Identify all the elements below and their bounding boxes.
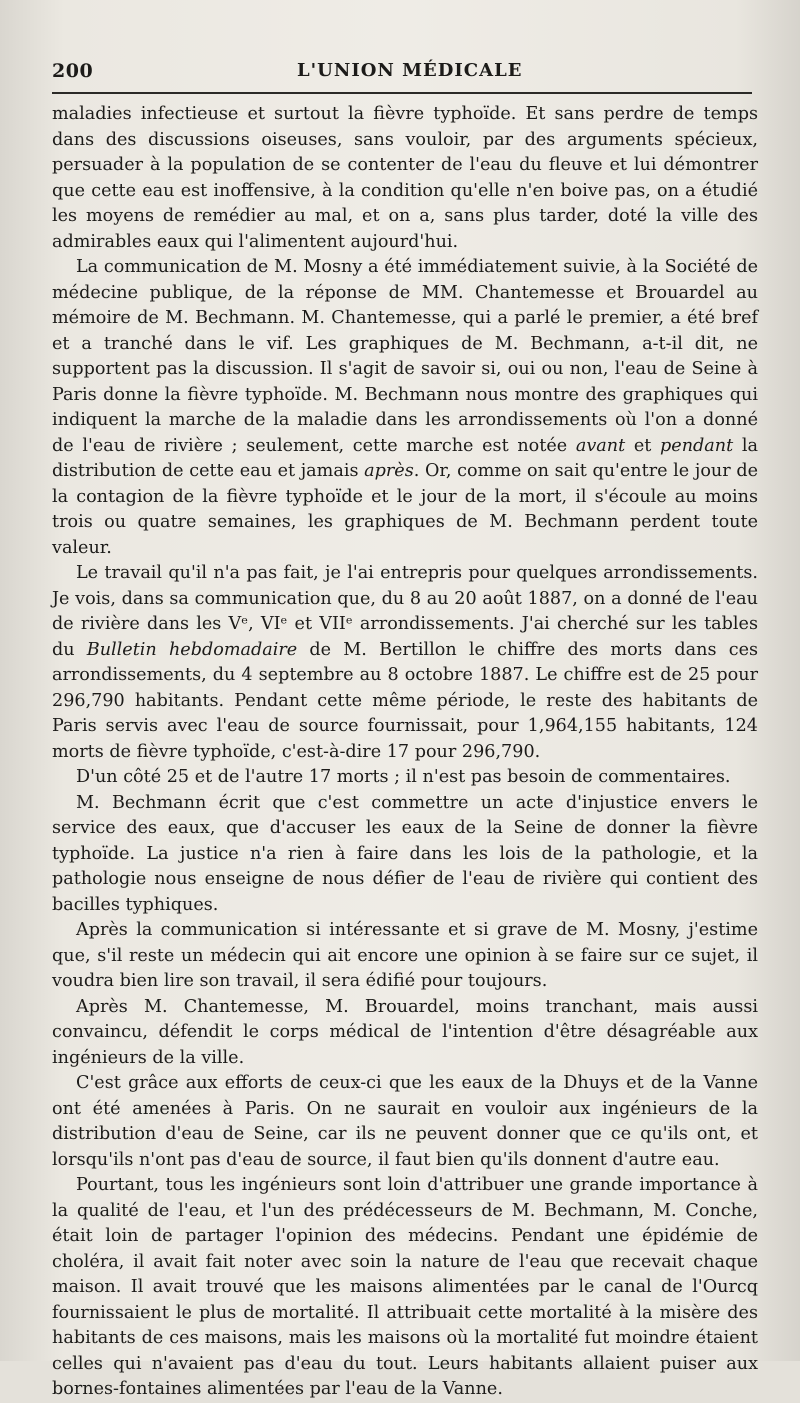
paragraph — [52, 1071, 758, 1173]
paragraph-text: M. Bechmann écrit que c'est commettre un acte d'injustice envers le service des eaux, que d'accuser les eaux de la Seine de donner la fièvre typhoïde. La justice n'a rien à faire dans les lois de la pathologie, et la pathologie nous enseigne de nous défier de l'eau de rivière qui contient des bacilles typhiques. — [52, 792, 758, 915]
paragraph — [52, 918, 758, 995]
page-number: 200 — [52, 60, 94, 82]
paragraph-text: la distribution de cette eau et jamais — [52, 435, 758, 481]
paragraph — [52, 255, 758, 561]
paragraph-text: maladies infectieuse et surtout la fièvre typhoïde. Et sans perdre de temps dans des discussions oiseuses, sans vouloir, par des arguments spécieux, persuader à la population de se contenter de l'eau du fleuve et lui démontrer que cette eau est inoffensive, à la condition qu'elle n'en boive pas, on a étudié les moyens de remédier au mal, et on a, sans plus tarder, doté la ville des admirables eaux qui l'alimentent aujourd'hui. — [52, 104, 758, 252]
italic-text: après — [364, 461, 414, 481]
paragraph-text: de M. Bertillon le chiffre des morts dans ces arrondissements, du 4 septembre au 8 octobre 1887. Le chiffre est de 25 pour 296,790 habitants. Pendant cette même période, le reste des habitants de Paris servis avec l'eau de source fournissait, pour 1,964,155 habitants, 124 morts de fièvre typhoïde, c'est-à-dire 17 pour 296,790. — [52, 639, 759, 762]
paragraph — [52, 791, 758, 919]
paragraph-text: La communication de M. Mosny a été immédiatement suivie, à la Société de médecine publique, de la réponse de MM. Chantemesse et Brouardel au mémoire de M. Bechmann. M. Chantemesse, qui a parlé le premier, a été bref et a tranché dans le vif. Les graphiques de M. Bechmann, a-t-il dit, ne supportent pas la discussion. Il s'agit de savoir si, oui ou non, l'eau de Seine à Paris donne la fièvre typhoïde. M. Bechmann nous montre des graphiques qui indiquent la marche de la maladie dans les arrondissements où l'on a donné de l'eau de rivière ; seulement, cette marche est notée — [52, 257, 758, 456]
paragraph — [52, 995, 758, 1072]
italic-text: Bulletin hebdomadaire — [86, 639, 298, 660]
paragraph-text: . Or, comme on sait qu'entre le jour de la contagion de la fièvre typhoïde et le jour de la mort, il s'écoule au moins trois ou quatre semaines, les graphiques de M. Bechmann perdent toute valeur. — [52, 461, 758, 558]
paragraph — [52, 765, 758, 791]
body-text — [52, 102, 758, 1403]
paragraph — [52, 1173, 758, 1403]
paragraph — [52, 561, 758, 765]
italic-text: avant — [575, 435, 626, 456]
italic-text: pendant — [660, 435, 734, 456]
paragraph-text: D'un côté 25 et de l'autre 17 morts ; il n'est pas besoin de commentaires. — [76, 767, 731, 787]
paragraph-text: Après M. Chantemesse, M. Brouardel, moins tranchant, mais aussi convaincu, défendit le corps médical de l'intention d'être désagréable aux ingénieurs de la ville. — [52, 996, 758, 1068]
paragraph-text: Pourtant, tous les ingénieurs sont loin d'attribuer une grande importance à la qualité de l'eau, et l'un des prédécesseurs de M. Bechmann, M. Conche, était loin de partager l'opinion des médecins. Pendant une épidémie de choléra, il avait fait noter avec soin la nature de l'eau que recevait chaque maison. Il avait trouvé que les maisons alimentées par le canal de l'Ourcq fournissaient le plus de mortalité. Il attribuait cette mortalité à la misère des habitants de ces maisons, mais les maisons où la mortalité fut moindre étaient celles qui n'avaient pas d'eau du tout. Leurs habitants allaient puiser aux bornes-fontaines alimentées par l'eau de la Vanne. — [52, 1175, 758, 1399]
page-header — [52, 58, 758, 88]
paragraph — [52, 102, 758, 255]
paragraph-text: Le travail qu'il n'a pas fait, je l'ai entrepris pour quelques arrondissements. Je vois, dans sa communication que, du 8 au 20 août 1887, on a donné de l'eau de rivière dans les Vᵉ, VIᵉ et VIIᵉ arrondissements. J'ai cherché sur les tables du — [52, 563, 758, 660]
paragraph-text: et — [625, 435, 661, 456]
header-rule — [52, 92, 752, 94]
running-title: L'UNION MÉDICALE — [297, 60, 523, 81]
paragraph-text: C'est grâce aux efforts de ceux-ci que les eaux de la Dhuys et de la Vanne ont été amenées à Paris. On ne saurait en vouloir aux ingénieurs de la distribution d'eau de Seine, car ils ne peuvent donner que ce qu'ils ont, et lorsqu'ils n'ont pas d'eau de source, il faut bien qu'ils donnent d'autre eau. — [52, 1073, 758, 1170]
paragraph-text: Après la communication si intéressante et si grave de M. Mosny, j'estime que, s'il reste un médecin qui ait encore une opinion à se faire sur ce sujet, il voudra bien lire son travail, il sera édifié pour toujours. — [52, 920, 758, 991]
